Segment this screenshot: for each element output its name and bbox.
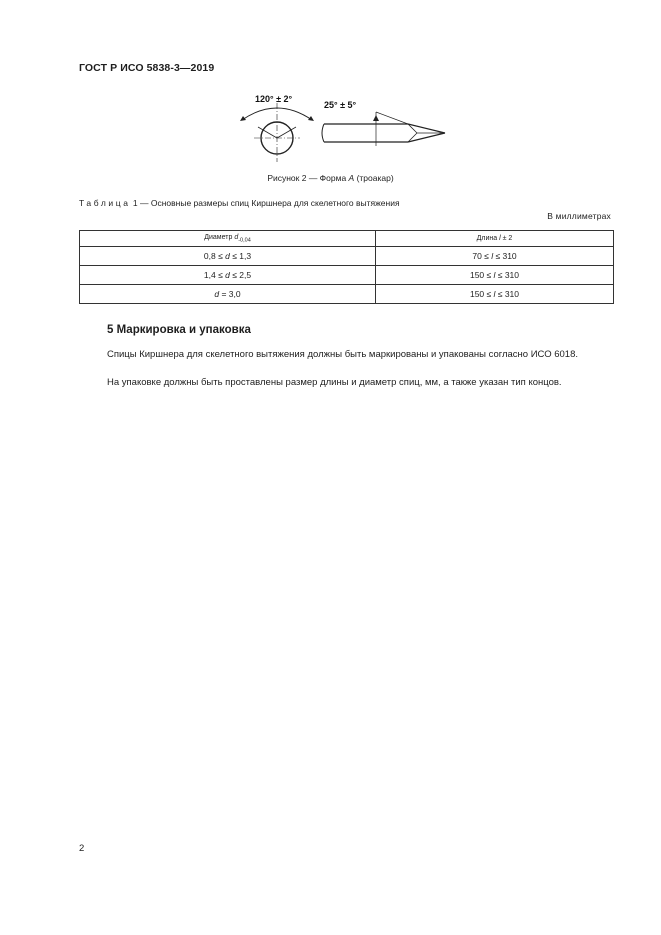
diameter-cell <box>80 266 376 285</box>
length-max: ≤ 310 <box>495 289 520 299</box>
length-max: ≤ 310 <box>493 251 517 261</box>
dimensions-table <box>79 230 614 304</box>
table-caption <box>79 198 400 208</box>
page-number: 2 <box>79 843 85 854</box>
length-cell <box>376 285 614 304</box>
table-caption-text: 1 — Основные размеры спиц Киршнера для скелетного вытяжения <box>132 198 400 208</box>
table-header-row <box>80 231 614 247</box>
length-min: 150 ≤ <box>469 289 494 299</box>
figure-caption-prefix: Рисунок 2 — Форма <box>267 173 349 183</box>
table-caption-label: Таблица <box>79 198 131 208</box>
header-length-label: Длина <box>476 235 498 242</box>
header-diameter-label: Диаметр <box>204 233 233 241</box>
length-max: ≤ 310 <box>495 270 520 280</box>
figure-2-drawing <box>232 88 462 163</box>
tip-angle-arrow <box>373 115 379 121</box>
length-symbol: l <box>491 251 494 261</box>
diameter-max: = 3,0 <box>219 289 241 299</box>
tip-extension-line <box>376 112 408 124</box>
diameter-cell <box>80 285 376 304</box>
length-symbol: l <box>493 270 496 280</box>
wire-break-line <box>322 124 324 142</box>
diameter-symbol: d <box>214 289 220 299</box>
tip-upper-edge <box>408 124 445 133</box>
header-length-cell <box>376 231 614 247</box>
diameter-cell <box>80 247 376 266</box>
length-cell <box>376 266 614 285</box>
angle-label-25: 25° ± 5° <box>324 100 357 110</box>
length-min: 70 ≤ <box>472 251 492 261</box>
length-min: 150 ≤ <box>469 270 494 280</box>
section-paragraph-2: На упаковке должны быть проставлены размер длины и диаметр спиц, мм, а также указан тип концов. <box>107 377 562 388</box>
diameter-symbol: d <box>225 270 230 280</box>
table-units: В миллиметрах <box>547 211 611 221</box>
header-diameter-tolerance: -0,04 <box>238 237 251 244</box>
length-symbol: l <box>493 289 496 299</box>
figure-caption <box>0 173 661 183</box>
arc-arrow-right <box>308 116 314 121</box>
header-length-tolerance: ± 2 <box>502 235 513 242</box>
header-diameter-cell <box>80 231 376 247</box>
diameter-min: 1,4 ≤ <box>203 270 226 280</box>
header-length-symbol: l <box>499 235 501 242</box>
tip-lower-edge <box>408 133 445 142</box>
table-row <box>80 247 614 266</box>
angle-label-120: 120° ± 2° <box>255 94 293 104</box>
diameter-max: ≤ 1,3 <box>229 251 252 261</box>
section-heading: 5 Маркировка и упаковка <box>107 324 251 336</box>
diameter-min: 0,8 ≤ <box>203 251 226 261</box>
figure-caption-suffix: (троакар) <box>354 173 394 183</box>
section-paragraph-1: Спицы Киршнера для скелетного вытяжения должны быть маркированы и упакованы согласно ИСО 6018. <box>107 349 579 360</box>
diameter-max: ≤ 2,5 <box>229 270 252 280</box>
table-row <box>80 285 614 304</box>
arc-arrow-left <box>240 116 246 121</box>
diameter-symbol: d <box>225 251 230 261</box>
header-diameter-symbol: d <box>234 233 239 241</box>
length-cell <box>376 247 614 266</box>
document-header: ГОСТ Р ИСО 5838-3—2019 <box>79 62 215 74</box>
table-row <box>80 266 614 285</box>
figure-caption-letter: А <box>348 173 355 183</box>
